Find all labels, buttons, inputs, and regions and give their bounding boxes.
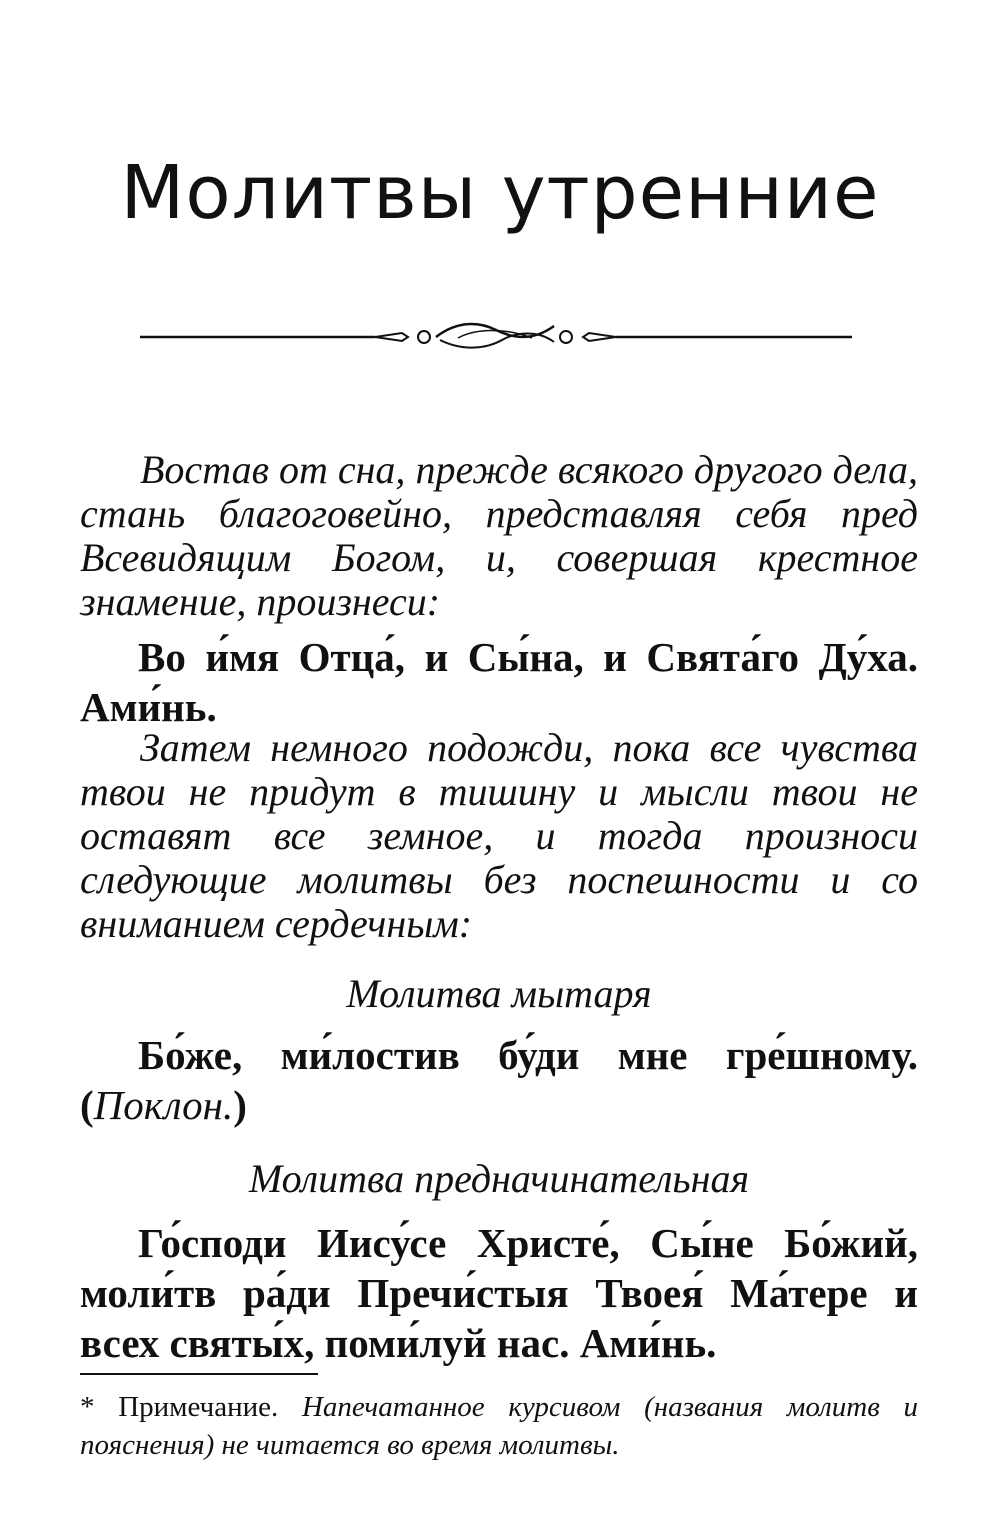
footnote [80, 1388, 918, 1464]
footnote-marker: * [80, 1391, 95, 1423]
prayer2-text: Го́споди Иису́се Христе́, Сы́не Бо́жий, моли́тв ра́ди Пречи́стыя Твоея́ Ма́тере и всех святы́х, поми́луй нас. Ами́нь. [80, 1220, 918, 1366]
intro-paragraph [80, 448, 918, 624]
footnote-text: Напечатанное курсивом (названия молитв и пояснения) не читается во время молитвы. [80, 1391, 919, 1461]
invocation-paragraph [80, 632, 918, 732]
prayer1-heading: Молитва мытаря [346, 971, 652, 1016]
instruction-paragraph [80, 726, 918, 946]
instruction-text: Затем немного подожди, пока все чувства твои не придут в тишину и мысли твои не оставят все земное, и тогда произноси следующие молитвы без поспешности и со вниманием сердечным: [80, 725, 918, 946]
prayer1-note: Поклон. [93, 1082, 234, 1128]
footnote-label: Примечание. [118, 1391, 279, 1423]
prayer-heading-initial [80, 1155, 918, 1202]
prayer1-paren-close: ) [233, 1082, 247, 1128]
prayer-publican [80, 1030, 918, 1130]
ornament-divider-icon [140, 312, 852, 362]
prayer-initial [80, 1218, 918, 1368]
invocation-text: Во и́мя Отца́, и Сы́на, и Свята́го Ду́ха. Ами́нь. [80, 634, 918, 730]
page-title: Молитвы утренние [120, 150, 880, 236]
prayer1-paren-open: ( [80, 1082, 94, 1128]
prayer-heading-publican [80, 970, 918, 1017]
intro-text: Востав от сна, прежде всякого другого дела, стань благоговейно, представляя себя пред Всевидящим Богом, и, совершая крестное знамение, произнеси: [80, 447, 918, 624]
prayer2-heading: Молитва предначинательная [248, 1156, 750, 1201]
prayer1-text: Бо́же, ми́лостив бу́ди мне гре́шному. [138, 1032, 918, 1078]
footnote-divider [80, 1373, 318, 1375]
